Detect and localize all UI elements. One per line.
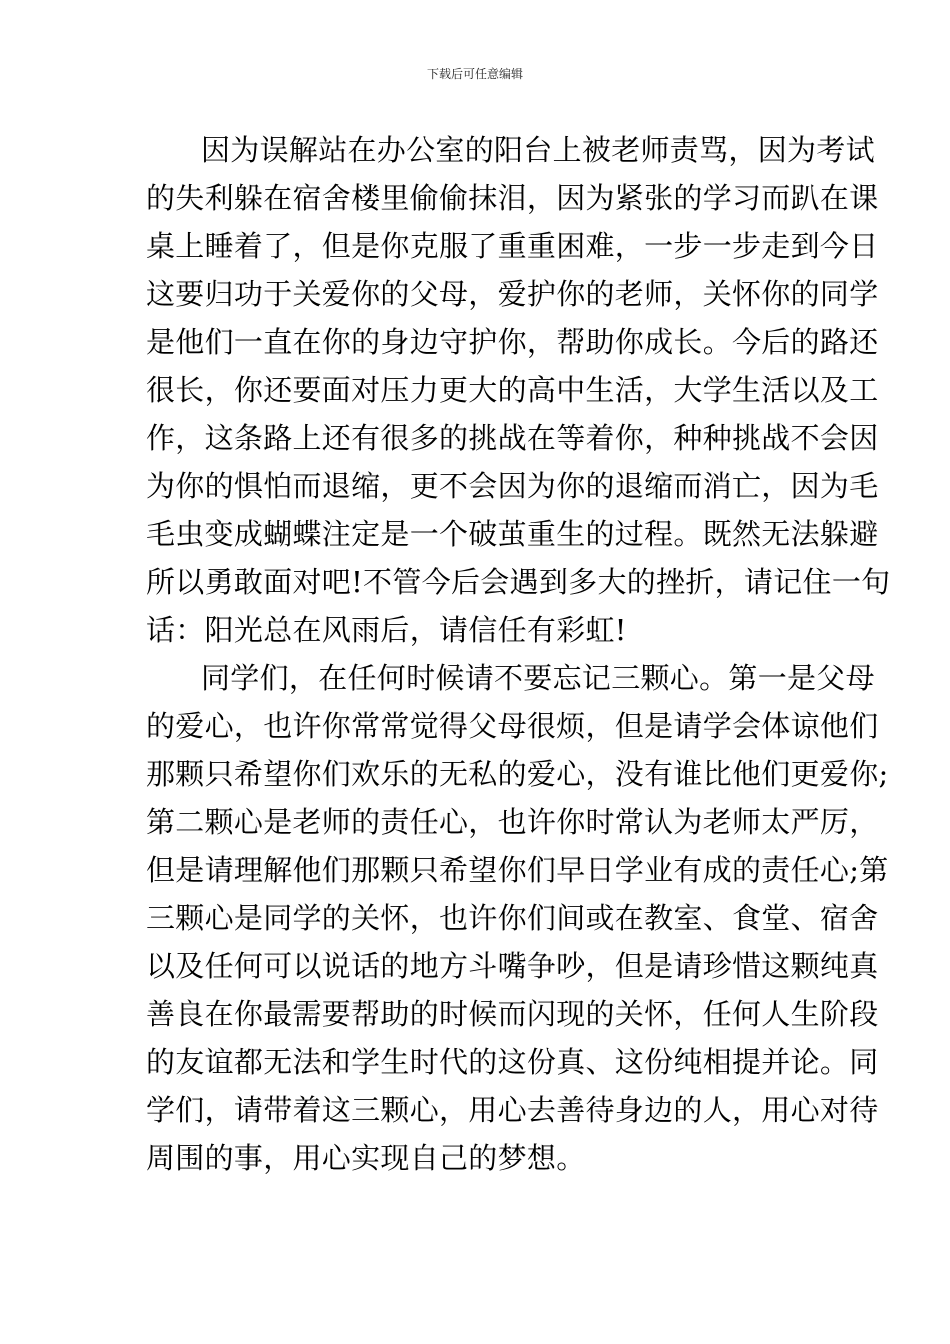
paragraph-line: 因为误解站在办公室的阳台上被老师责骂，因为考试 bbox=[201, 133, 875, 167]
paragraph-line: 同学们，在任何时候请不要忘记三颗心。第一是父母 bbox=[201, 661, 875, 695]
paragraph-line: 毛虫变成蝴蝶注定是一个破茧重生的过程。既然无法躲避 bbox=[146, 517, 879, 551]
page-header: 下载后可任意编辑 bbox=[426, 67, 523, 81]
paragraph-line: 作，这条路上还有很多的挑战在等着你，种种挑战不会因 bbox=[146, 421, 879, 455]
paragraph-line: 善良在你最需要帮助的时候而闪现的关怀，任何人生阶段 bbox=[146, 997, 879, 1031]
paragraph-line: 的爱心，也许你常常觉得父母很烦，但是请学会体谅他们 bbox=[146, 709, 879, 743]
paragraph-1 bbox=[146, 126, 891, 654]
paragraph-line: 是他们一直在你的身边守护你，帮助你成长。今后的路还 bbox=[146, 325, 879, 359]
paragraph-line: 三颗心是同学的关怀，也许你们间或在教室、食堂、宿舍 bbox=[146, 901, 879, 935]
document-body bbox=[146, 126, 891, 1182]
paragraph-line: 周围的事，用心实现自己的梦想。 bbox=[146, 1141, 586, 1175]
paragraph-line: 所以勇敢面对吧!不管今后会遇到多大的挫折，请记住一句 bbox=[146, 565, 891, 599]
paragraph-line: 以及任何可以说话的地方斗嘴争吵，但是请珍惜这颗纯真 bbox=[146, 949, 879, 983]
paragraph-line: 很长，你还要面对压力更大的高中生活，大学生活以及工 bbox=[146, 373, 879, 407]
paragraph-2 bbox=[146, 654, 889, 1182]
paragraph-line: 话：阳光总在风雨后，请信任有彩虹! bbox=[146, 613, 627, 647]
paragraph-line: 这要归功于关爱你的父母，爱护你的老师，关怀你的同学 bbox=[146, 277, 879, 311]
paragraph-line: 的友谊都无法和学生时代的这份真、这份纯相提并论。同 bbox=[146, 1045, 879, 1079]
paragraph-line: 的失利躲在宿舍楼里偷偷抹泪，因为紧张的学习而趴在课 bbox=[146, 181, 879, 215]
paragraph-line: 桌上睡着了，但是你克服了重重困难，一步一步走到今日 bbox=[146, 229, 879, 263]
paragraph-line: 学们，请带着这三颗心，用心去善待身边的人，用心对待 bbox=[146, 1093, 879, 1127]
paragraph-line: 但是请理解他们那颗只希望你们早日学业有成的责任心;第 bbox=[146, 853, 889, 887]
paragraph-line: 为你的惧怕而退缩，更不会因为你的退缩而消亡，因为毛 bbox=[146, 469, 879, 503]
paragraph-line: 那颗只希望你们欢乐的无私的爱心，没有谁比他们更爱你; bbox=[146, 757, 889, 791]
paragraph-line: 第二颗心是老师的责任心，也许你时常认为老师太严厉， bbox=[146, 805, 879, 839]
